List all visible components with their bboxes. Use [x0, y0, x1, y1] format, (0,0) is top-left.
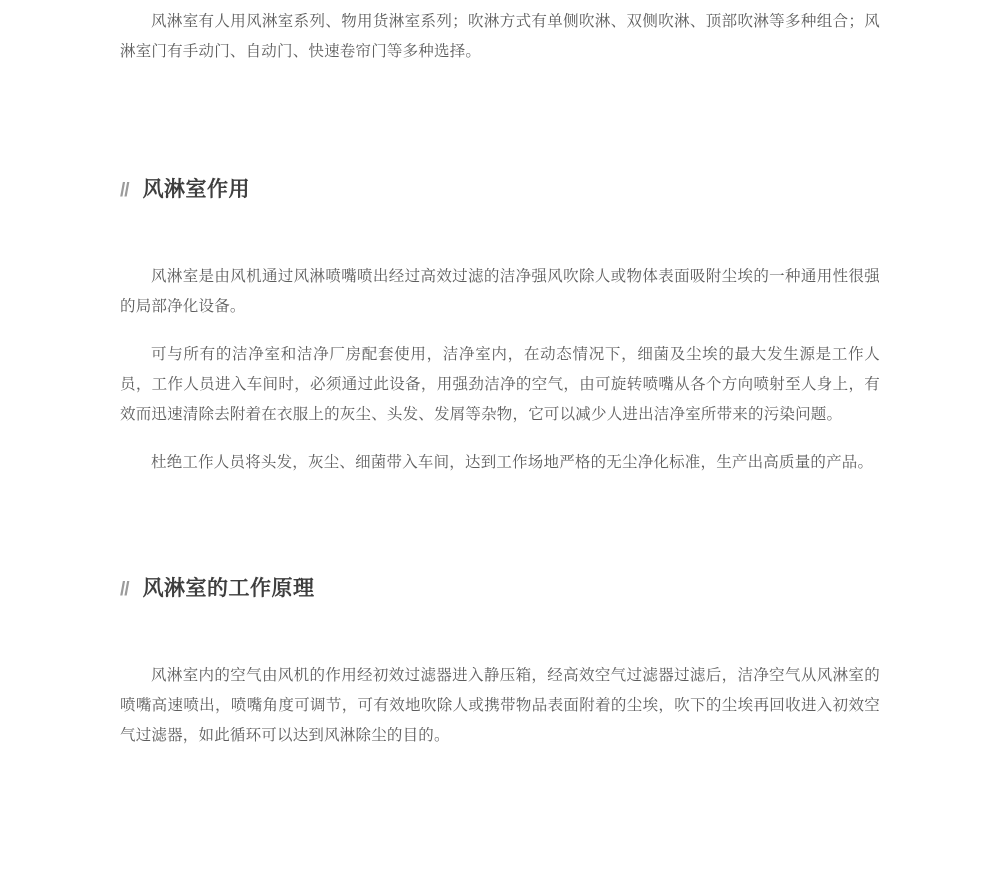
section-marker-icon: //	[120, 180, 129, 201]
intro-block	[120, 0, 880, 67]
section-spacer-1	[120, 67, 880, 175]
section-1-paragraph-3: 杜绝工作人员将头发，灰尘、细菌带入车间，达到工作场地严格的无尘净化标准，生产出高质量的产品。	[151, 454, 874, 471]
section-1-paragraph-2: 可与所有的洁净室和洁净厂房配套使用，洁净室内，在动态情况下，细菌及尘埃的最大发生源是工作人员，工作人员进入车间时，必须通过此设备，用强劲洁净的空气，由可旋转喷嘴从各个方向喷射至人身上，有效而迅速清除去附着在衣服上的灰尘、头发、发屑等杂物，它可以减少人进出洁净室所带来的污染问题。	[120, 346, 880, 423]
heading-gap-2	[120, 605, 880, 661]
intro-paragraph: 风淋室有人用风淋室系列、物用货淋室系列；吹淋方式有单侧吹淋、双侧吹淋、顶部吹淋等多种组合；风淋室门有手动门、自动门、快速卷帘门等多种选择。	[120, 13, 880, 60]
section-body-1	[120, 262, 880, 478]
section-body-2	[120, 661, 880, 751]
section-title-1: 风淋室作用	[142, 178, 251, 201]
heading-gap-1	[120, 206, 880, 262]
section-marker-icon: //	[120, 579, 129, 600]
section-title-2: 风淋室的工作原理	[142, 577, 315, 600]
section-1-paragraph-1: 风淋室是由风机通过风淋喷嘴喷出经过高效过滤的洁净强风吹除人或物体表面吸附尘埃的一种通用性很强的局部净化设备。	[120, 268, 880, 315]
section-2-paragraph-1: 风淋室内的空气由风机的作用经初效过滤器进入静压箱，经高效空气过滤器过滤后，洁净空气从风淋室的喷嘴高速喷出，喷嘴角度可调节，可有效地吹除人或携带物品表面附着的尘埃，吹下的尘埃再回收进入初效空气过滤器，如此循环可以达到风淋除尘的目的。	[120, 667, 880, 744]
section-spacer-2	[120, 478, 880, 574]
section-heading-2	[120, 574, 880, 605]
section-heading-1	[120, 175, 880, 206]
